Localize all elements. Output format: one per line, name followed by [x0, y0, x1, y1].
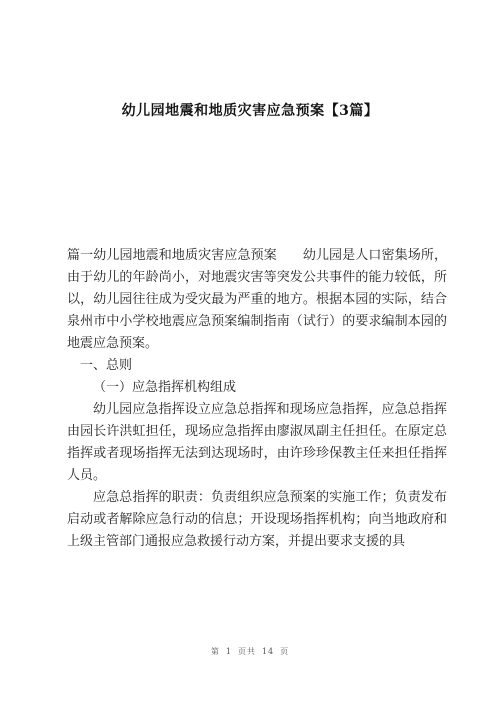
footer-page-number: 1: [225, 647, 232, 656]
footer-ye-gong: 页共: [237, 647, 256, 656]
body-paragraph: 应急总指挥的职责：负责组织应急预案的实施工作；负责发布启动或者解除应急行动的信息；开设现场指挥机构；向当地政府和上级主管部门通报应急救援行动方案，并提出要求支援的具: [67, 490, 447, 549]
lead-heading: 篇一幼儿园地震和地质灾害应急预案: [67, 248, 277, 263]
body-paragraph: 幼儿园应急指挥设立应急总指挥和现场应急指挥，应急总指挥由园长许洪虹担任，现场应急指挥由廖淑凤副主任担任。在原定总指挥或者现场指挥无法到达现场时，由许珍珍保教主任来担任指挥人员。: [67, 402, 447, 483]
section-heading: 一、总则: [80, 358, 133, 373]
document-title: 幼儿园地震和地质灾害应急预案【3篇】: [121, 103, 379, 119]
footer-total-pages: 14: [261, 647, 275, 656]
footer-ye: 页: [280, 647, 290, 656]
subsection-heading: （一）应急指挥机构组成: [93, 380, 237, 395]
document-body: [67, 245, 447, 553]
page-footer: [0, 646, 500, 657]
lead-text: 幼儿园是人口密集场所，由于幼儿的年龄尚小，对地震灾害等突发公共事件的能力较低，所以，幼儿园往往成为受灾最为严重的地方。根据本园的实际，结合泉州市中小学校地震应急预案编制指南（试行）的要求编制本园的地震应急预案。: [67, 248, 447, 351]
footer-di: 第: [210, 647, 220, 656]
lead-paragraph: [67, 245, 447, 355]
